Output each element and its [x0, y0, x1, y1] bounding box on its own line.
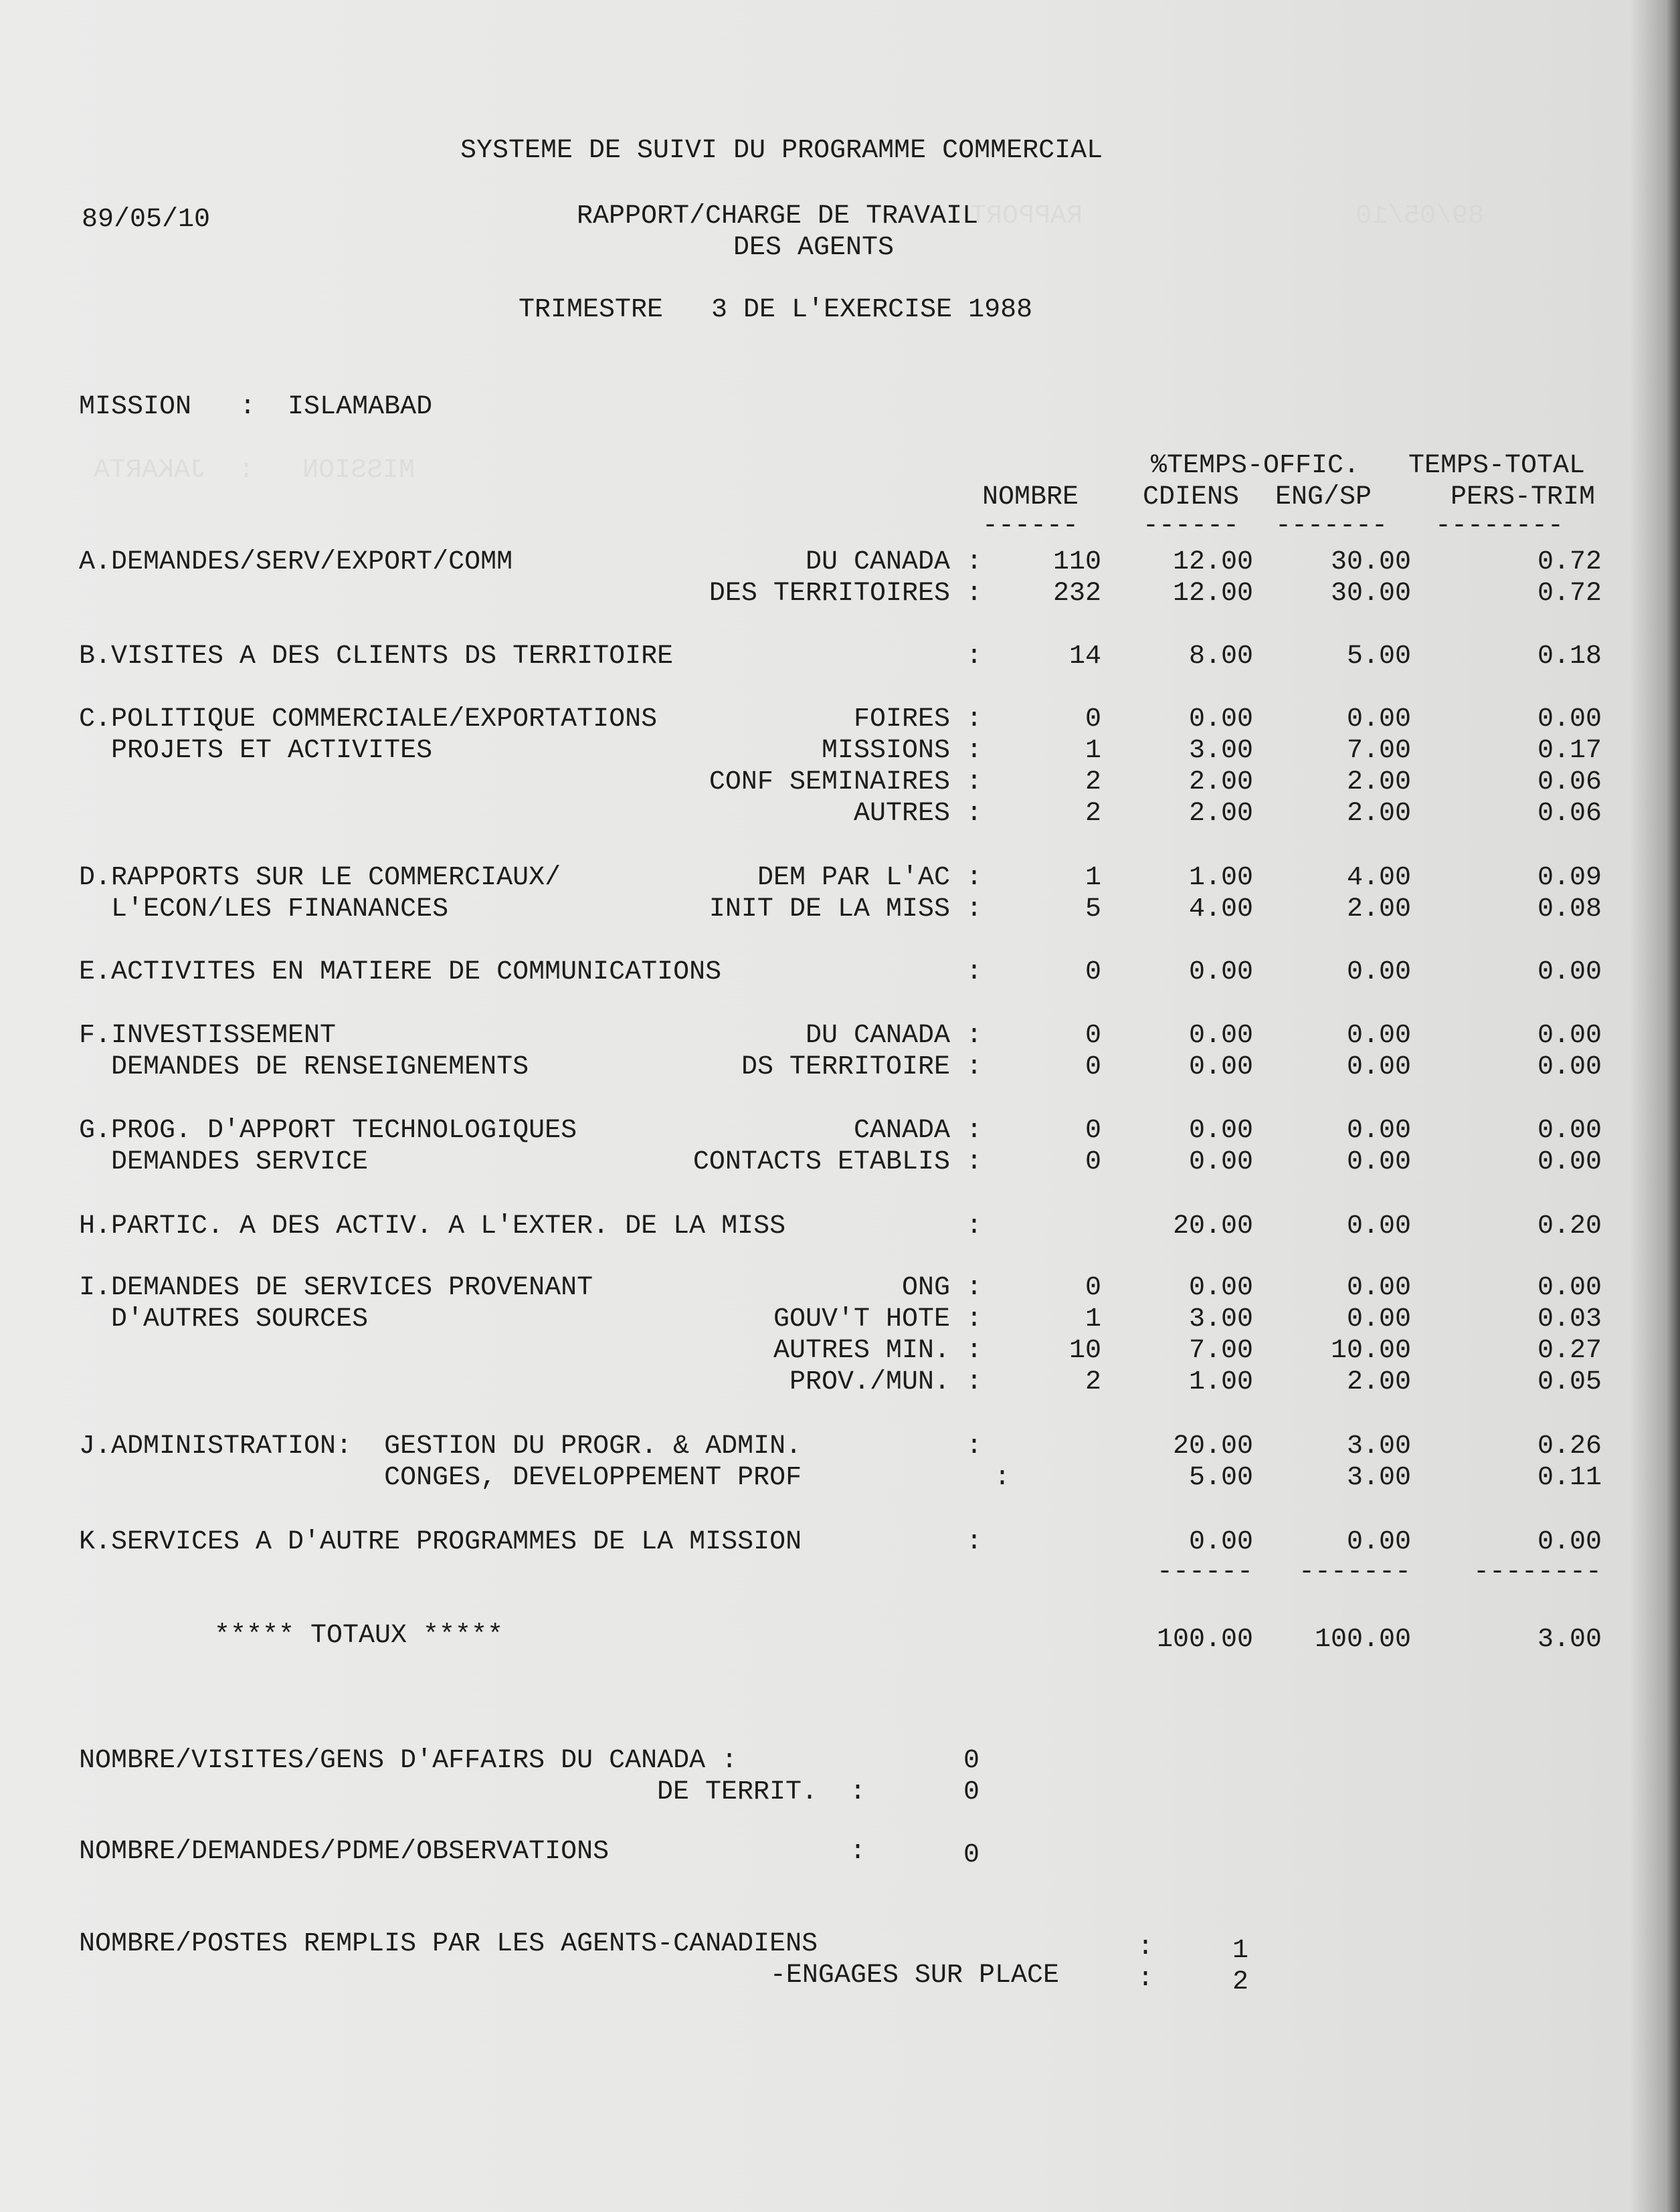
row-label: J.ADMINISTRATION: GESTION DU PROGR. & ADMIN.: [79, 1431, 802, 1462]
cell-engsp: 3.00: [1346, 1431, 1411, 1462]
row-sublabel: DEM PAR L'AC :: [757, 863, 982, 893]
cell-cdiens: 12.00: [1172, 579, 1253, 609]
cell-engsp: 2.00: [1346, 767, 1411, 797]
header-dash-engsp: -------: [1275, 511, 1388, 541]
row-sublabel: FOIRES :: [853, 704, 982, 734]
header-cdiens: CDIENS: [1143, 482, 1240, 512]
row-sublabel: DES TERRITOIRES :: [709, 579, 982, 609]
engages-colon: :: [1137, 1964, 1154, 1994]
report-title-line-1: RAPPORT/CHARGE DE TRAVAIL: [577, 201, 979, 231]
engages-value: 2: [1232, 1967, 1249, 1997]
cell-nombre: 2: [1085, 767, 1101, 797]
header-temps-total: TEMPS-TOTAL: [1408, 451, 1586, 481]
cell-perstrim: 0.00: [1537, 1527, 1602, 1557]
row-label: D'AUTRES SOURCES: [79, 1304, 369, 1334]
totals-dash-perstrim: --------: [1473, 1557, 1602, 1587]
cell-cdiens: 0.00: [1188, 1147, 1253, 1177]
row-label: L'ECON/LES FINANANCES: [79, 894, 449, 924]
cell-perstrim: 0.06: [1537, 799, 1602, 829]
cell-perstrim: 0.00: [1537, 957, 1602, 987]
cell-cdiens: 2.00: [1188, 767, 1253, 797]
header-dash-nombre: ------: [982, 511, 1079, 541]
cell-engsp: 5.00: [1346, 641, 1411, 672]
report-period: TRIMESTRE 3 DE L'EXERCISE 1988: [519, 295, 1033, 325]
header-engsp: ENG/SP: [1275, 482, 1372, 512]
cell-perstrim: 0.72: [1537, 547, 1602, 577]
cell-perstrim: 0.11: [1537, 1463, 1602, 1493]
cell-perstrim: 0.03: [1537, 1304, 1602, 1334]
row-label: C.POLITIQUE COMMERCIALE/EXPORTATIONS: [79, 704, 658, 734]
mission-label: MISSION : ISLAMABAD: [79, 392, 433, 422]
cell-perstrim: 0.20: [1537, 1211, 1602, 1241]
engages-label: -ENGAGES SUR PLACE: [769, 1960, 1059, 1991]
row-sublabel: :: [965, 1527, 982, 1557]
cell-engsp: 0.00: [1346, 1273, 1411, 1303]
cell-nombre: 0: [1085, 1147, 1101, 1177]
cell-cdiens: 4.00: [1188, 894, 1253, 924]
totals-engsp: 100.00: [1314, 1625, 1411, 1655]
cell-nombre: 14: [1068, 641, 1101, 672]
bleed-through-text: 89/05/10 RAPPORT: [970, 201, 1485, 231]
cell-cdiens: 0.00: [1188, 704, 1253, 734]
cell-cdiens: 0.00: [1188, 957, 1253, 987]
cell-engsp: 2.00: [1346, 894, 1411, 924]
row-label: DEMANDES SERVICE: [79, 1147, 369, 1177]
row-label: A.DEMANDES/SERV/EXPORT/COMM: [79, 547, 513, 577]
cell-engsp: 2.00: [1346, 1367, 1411, 1397]
row-sublabel: :: [994, 1463, 1010, 1493]
row-sublabel: GOUV'T HOTE :: [773, 1304, 982, 1334]
cell-nombre: 5: [1085, 894, 1101, 924]
bleed-through-text: MISSION : JAKARTA: [94, 456, 415, 486]
row-label: CONGES, DEVELOPPEMENT PROF: [79, 1463, 802, 1493]
cell-engsp: 2.00: [1346, 799, 1411, 829]
cell-nombre: 110: [1052, 547, 1101, 577]
report-date: 89/05/10: [82, 205, 211, 235]
row-label: E.ACTIVITES EN MATIERE DE COMMUNICATIONS: [79, 957, 722, 987]
cell-engsp: 0.00: [1346, 1527, 1411, 1557]
cell-cdiens: 1.00: [1188, 863, 1253, 893]
row-sublabel: :: [965, 957, 982, 987]
cell-engsp: 10.00: [1330, 1336, 1411, 1366]
row-label: DEMANDES DE RENSEIGNEMENTS: [79, 1052, 529, 1082]
cell-perstrim: 0.09: [1537, 863, 1602, 893]
header-perstrim: PERS-TRIM: [1451, 482, 1596, 512]
row-label: I.DEMANDES DE SERVICES PROVENANT: [79, 1273, 593, 1303]
territ-value: 0: [963, 1777, 980, 1807]
cell-engsp: 0.00: [1346, 1211, 1411, 1241]
cell-nombre: 2: [1085, 799, 1101, 829]
cell-perstrim: 0.00: [1537, 1052, 1602, 1082]
header-dash-perstrim: --------: [1435, 511, 1564, 541]
cell-perstrim: 0.27: [1537, 1336, 1602, 1366]
cell-perstrim: 0.00: [1537, 704, 1602, 734]
cell-cdiens: 1.00: [1188, 1367, 1253, 1397]
row-sublabel: :: [965, 1211, 982, 1241]
cell-perstrim: 0.00: [1537, 1273, 1602, 1303]
cell-cdiens: 12.00: [1172, 547, 1253, 577]
cell-engsp: 0.00: [1346, 1116, 1411, 1146]
pdme-colon: :: [850, 1837, 866, 1867]
system-title: SYSTEME DE SUIVI DU PROGRAMME COMMERCIAL: [460, 136, 1103, 166]
row-label: H.PARTIC. A DES ACTIV. A L'EXTER. DE LA MISS: [79, 1211, 786, 1241]
row-label: B.VISITES A DES CLIENTS DS TERRITOIRE: [79, 641, 674, 672]
cell-nombre: 0: [1085, 1021, 1101, 1051]
cell-engsp: 4.00: [1346, 863, 1411, 893]
cell-engsp: 3.00: [1346, 1463, 1411, 1493]
cell-perstrim: 0.05: [1537, 1367, 1602, 1397]
cell-nombre: 10: [1068, 1336, 1101, 1366]
cell-nombre: 1: [1085, 1304, 1101, 1334]
cell-perstrim: 0.00: [1537, 1116, 1602, 1146]
cell-engsp: 0.00: [1346, 1147, 1411, 1177]
row-sublabel: MISSIONS :: [821, 736, 982, 766]
row-label: K.SERVICES A D'AUTRE PROGRAMMES DE LA MISSION: [79, 1527, 802, 1557]
row-sublabel: CANADA :: [853, 1116, 982, 1146]
cell-nombre: 1: [1085, 736, 1101, 766]
row-sublabel: :: [965, 1431, 982, 1462]
visites-label: NOMBRE/VISITES/GENS D'AFFAIRS DU CANADA :: [79, 1746, 738, 1776]
cell-cdiens: 0.00: [1188, 1527, 1253, 1557]
postes-colon: :: [1137, 1932, 1154, 1963]
cell-nombre: 0: [1085, 1273, 1101, 1303]
pdme-value: 0: [963, 1840, 980, 1870]
header-pct-temps-offic: %TEMPS-OFFIC.: [1151, 451, 1360, 481]
visites-value: 0: [963, 1746, 980, 1776]
row-sublabel: CONF SEMINAIRES :: [709, 767, 982, 797]
cell-engsp: 0.00: [1346, 704, 1411, 734]
row-sublabel: PROV./MUN. :: [789, 1367, 982, 1397]
cell-perstrim: 0.17: [1537, 736, 1602, 766]
cell-nombre: 0: [1085, 704, 1101, 734]
cell-engsp: 0.00: [1346, 1304, 1411, 1334]
territ-label: DE TERRIT. :: [656, 1777, 866, 1807]
cell-cdiens: 7.00: [1188, 1336, 1253, 1366]
row-sublabel: DU CANADA :: [805, 1021, 982, 1051]
row-label: PROJETS ET ACTIVITES: [79, 736, 433, 766]
header-nombre: NOMBRE: [982, 482, 1079, 512]
cell-nombre: 1: [1085, 863, 1101, 893]
cell-cdiens: 5.00: [1188, 1463, 1253, 1493]
row-label: G.PROG. D'APPORT TECHNOLOGIQUES: [79, 1116, 577, 1146]
cell-cdiens: 0.00: [1188, 1052, 1253, 1082]
report-title-line-2: DES AGENTS: [733, 233, 895, 263]
cell-nombre: 2: [1085, 1367, 1101, 1397]
totals-dash-cdiens: ------: [1156, 1557, 1253, 1587]
cell-cdiens: 3.00: [1188, 736, 1253, 766]
cell-perstrim: 0.00: [1537, 1147, 1602, 1177]
cell-nombre: 0: [1085, 1116, 1101, 1146]
row-sublabel: :: [965, 641, 982, 672]
row-sublabel: AUTRES :: [853, 799, 982, 829]
row-label: D.RAPPORTS SUR LE COMMERCIAUX/: [79, 863, 561, 893]
cell-cdiens: 0.00: [1188, 1273, 1253, 1303]
cell-perstrim: 0.26: [1537, 1431, 1602, 1462]
cell-nombre: 0: [1085, 957, 1101, 987]
cell-engsp: 7.00: [1346, 736, 1411, 766]
totals-perstrim: 3.00: [1537, 1625, 1602, 1655]
row-sublabel: DS TERRITOIRE :: [741, 1052, 982, 1082]
cell-perstrim: 0.18: [1537, 641, 1602, 672]
row-sublabel: INIT DE LA MISS :: [709, 894, 982, 924]
cell-engsp: 0.00: [1346, 1052, 1411, 1082]
cell-nombre: 232: [1052, 579, 1101, 609]
cell-perstrim: 0.00: [1537, 1021, 1602, 1051]
cell-cdiens: 3.00: [1188, 1304, 1253, 1334]
cell-engsp: 30.00: [1330, 547, 1411, 577]
cell-perstrim: 0.08: [1537, 894, 1602, 924]
cell-engsp: 0.00: [1346, 1021, 1411, 1051]
header-dash-cdiens: ------: [1143, 511, 1240, 541]
cell-cdiens: 0.00: [1188, 1021, 1253, 1051]
totals-dash-engsp: -------: [1298, 1557, 1411, 1587]
postes-label: NOMBRE/POSTES REMPLIS PAR LES AGENTS-CANADIENS: [79, 1929, 818, 1959]
row-sublabel: CONTACTS ETABLIS :: [692, 1147, 982, 1177]
pdme-label: NOMBRE/DEMANDES/PDME/OBSERVATIONS: [79, 1837, 610, 1867]
totals-cdiens: 100.00: [1156, 1625, 1253, 1655]
cell-engsp: 30.00: [1330, 579, 1411, 609]
postes-value: 1: [1232, 1936, 1249, 1966]
cell-perstrim: 0.72: [1537, 579, 1602, 609]
row-label: F.INVESTISSEMENT: [79, 1021, 337, 1051]
cell-cdiens: 2.00: [1188, 799, 1253, 829]
cell-engsp: 0.00: [1346, 957, 1411, 987]
row-sublabel: ONG :: [901, 1273, 982, 1303]
cell-cdiens: 20.00: [1172, 1211, 1253, 1241]
cell-cdiens: 8.00: [1188, 641, 1253, 672]
cell-cdiens: 20.00: [1172, 1431, 1253, 1462]
totals-label: ***** TOTAUX *****: [214, 1621, 504, 1651]
cell-perstrim: 0.06: [1537, 767, 1602, 797]
cell-nombre: 0: [1085, 1052, 1101, 1082]
row-sublabel: AUTRES MIN. :: [773, 1336, 982, 1366]
row-sublabel: DU CANADA :: [805, 547, 982, 577]
cell-cdiens: 0.00: [1188, 1116, 1253, 1146]
